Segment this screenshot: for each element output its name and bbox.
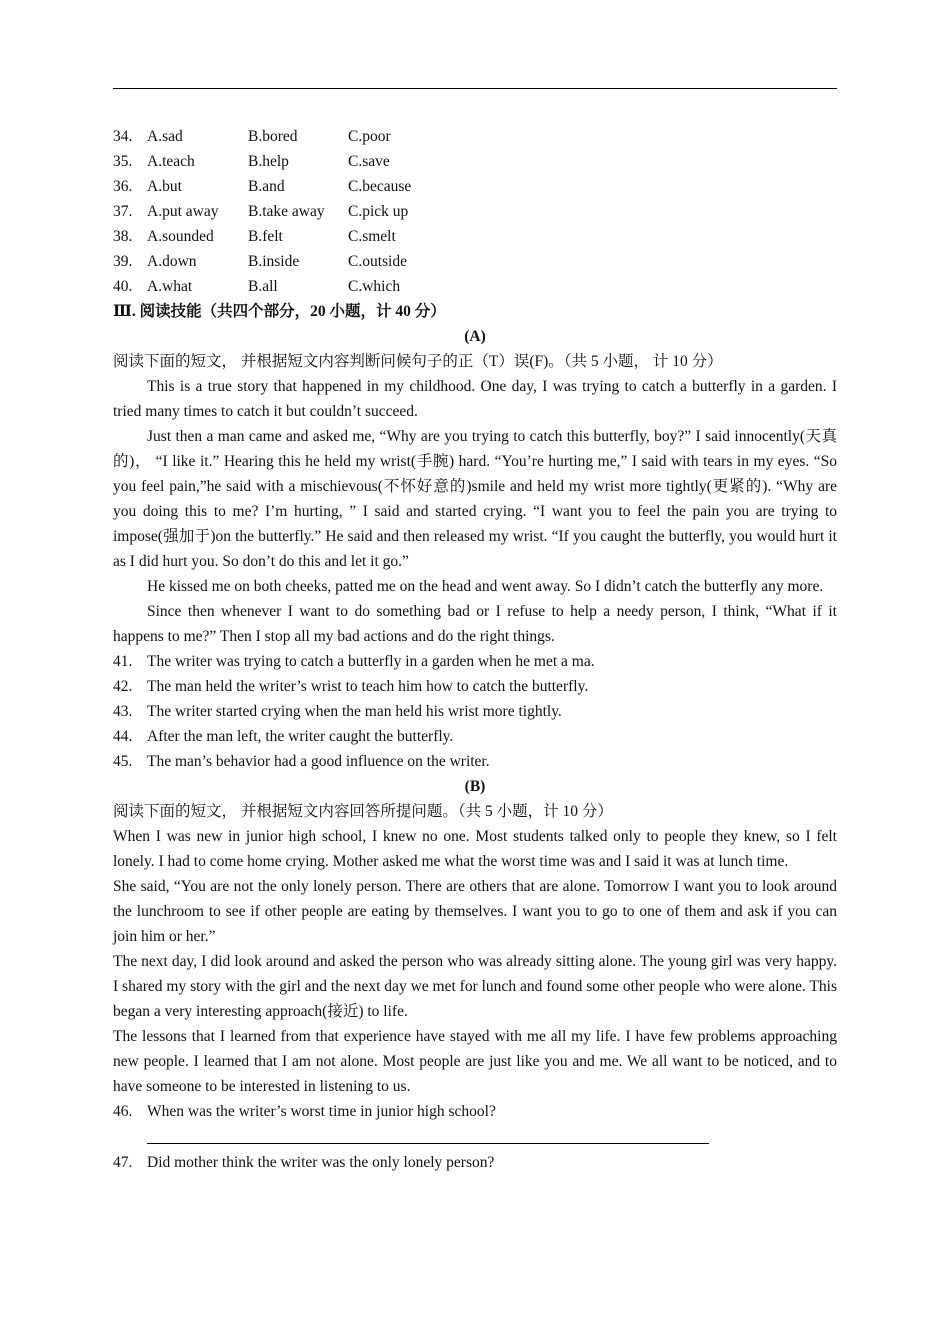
question-text: The man held the writer’s wrist to teach him how to catch the butterfly. bbox=[147, 678, 589, 695]
option-b: B.help bbox=[248, 153, 289, 170]
passage-b-paragraph: The lessons that I learned from that experience have stayed with me all my life. I have few problems approaching new people. I learned that I am not alone. Most people are just like you and me. We all want to be noticed, and to have someone to be interested in listening to us. bbox=[113, 1028, 837, 1095]
question-44 bbox=[113, 724, 837, 749]
question-text: After the man left, the writer caught the butterfly. bbox=[147, 728, 454, 745]
option-row-36 bbox=[113, 174, 837, 199]
option-b: B.bored bbox=[248, 128, 298, 145]
option-a: A.down bbox=[147, 253, 197, 270]
option-row-35 bbox=[113, 149, 837, 174]
option-row-34 bbox=[113, 124, 837, 149]
question-text: The writer started crying when the man held his wrist more tightly. bbox=[147, 703, 562, 720]
question-number: 38. bbox=[113, 228, 133, 245]
question-number: 37. bbox=[113, 203, 133, 220]
section-heading: Ⅲ. 阅读技能（共四个部分，20 小题，计 40 分） bbox=[113, 303, 446, 320]
question-number: 35. bbox=[113, 153, 133, 170]
passage-b-paragraph: When I was new in junior high school, I knew no one. Most students talked only to people they knew, so I felt lonely. I had to come home crying. Mother asked me what the worst time was and I said it was at lunch time. bbox=[113, 828, 837, 870]
option-a: A.sad bbox=[147, 128, 183, 145]
passage-b-paragraph: She said, “You are not the only lonely person. There are others that are alone. Tomorrow I want you to look around the lunchroom to see if other people are eating by themselves. I want you to go to one of them and ask if you can join him or her.” bbox=[113, 878, 837, 945]
option-c: C.because bbox=[348, 178, 412, 195]
question-42 bbox=[113, 674, 837, 699]
option-a: A.but bbox=[147, 178, 182, 195]
option-c: C.smelt bbox=[348, 228, 396, 245]
question-number: 42. bbox=[113, 678, 133, 695]
question-number: 36. bbox=[113, 178, 133, 195]
question-number: 43. bbox=[113, 703, 133, 720]
option-a: A.put away bbox=[147, 203, 219, 220]
option-b: B.take away bbox=[248, 203, 325, 220]
passage-a-paragraph: Just then a man came and asked me, “Why are you trying to catch this butterfly, boy?” I said innocently(天真的)， “I like it.” Hearing this he held my wrist(手腕) hard. “You’re hurting me,” I said with tears in my eyes. “So you feel pain,”he said with a mischievous(不怀好意的)smile and held my wrist more tightly(更紧的). “Why are you doing this to me? I’m hurting, ” I said and started crying. “I want you to feel the pain you are trying to impose(强加于)on the butterfly.” He said and then released my wrist. “If you caught the butterfly, you would hurt it as I did hurt you. So don’t do this and let it go.” bbox=[113, 428, 837, 570]
question-number: 46. bbox=[113, 1103, 133, 1120]
option-c: C.outside bbox=[348, 253, 407, 270]
question-number: 40. bbox=[113, 278, 133, 295]
passage-a-paragraph: This is a true story that happened in my childhood. One day, I was trying to catch a butterfly in a garden. I tried many times to catch it but couldn’t succeed. bbox=[113, 378, 837, 420]
question-number: 45. bbox=[113, 753, 133, 770]
question-text: Did mother think the writer was the only lonely person? bbox=[147, 1154, 495, 1171]
question-text: The writer was trying to catch a butterfly in a garden when he met a ma. bbox=[147, 653, 595, 670]
question-number: 47. bbox=[113, 1154, 133, 1171]
option-row-38 bbox=[113, 224, 837, 249]
option-row-37 bbox=[113, 199, 837, 224]
passage-b-paragraph: The next day, I did look around and asked the person who was already sitting alone. The young girl was very happy. I shared my story with the girl and the next day we met for lunch and found some other people who were alone. This began a very interesting approach(接近) to life. bbox=[113, 953, 837, 1020]
option-row-40 bbox=[113, 274, 837, 299]
question-43 bbox=[113, 699, 837, 724]
option-c: C.save bbox=[348, 153, 390, 170]
question-47 bbox=[113, 1150, 837, 1175]
question-45 bbox=[113, 749, 837, 774]
part-b-label: (B) bbox=[464, 778, 486, 795]
question-46 bbox=[113, 1099, 837, 1124]
option-b: B.felt bbox=[248, 228, 283, 245]
header-rule bbox=[113, 88, 837, 89]
part-a-label: (A) bbox=[464, 328, 486, 345]
option-c: C.pick up bbox=[348, 203, 409, 220]
passage-a-paragraph: Since then whenever I want to do something bad or I refuse to help a needy person, I think, “What if it happens to me?” Then I stop all my bad actions and do the right things. bbox=[113, 603, 837, 645]
part-b-instruction: 阅读下面的短文， 并根据短文内容回答所提问题。（共 5 小题，计 10 分） bbox=[113, 803, 613, 820]
option-b: B.and bbox=[248, 178, 285, 195]
question-number: 41. bbox=[113, 653, 133, 670]
option-a: A.sounded bbox=[147, 228, 214, 245]
option-b: B.all bbox=[248, 278, 278, 295]
options-list bbox=[113, 124, 837, 299]
option-row-39 bbox=[113, 249, 837, 274]
question-number: 34. bbox=[113, 128, 133, 145]
answer-line[interactable] bbox=[147, 1124, 709, 1144]
question-number: 44. bbox=[113, 728, 133, 745]
part-a-instruction: 阅读下面的短文， 并根据短文内容判断问候句子的正（T）误(F)。（共 5 小题， 计 10 分） bbox=[113, 353, 723, 370]
question-text: When was the writer’s worst time in junior high school? bbox=[147, 1103, 496, 1120]
question-number: 39. bbox=[113, 253, 133, 270]
option-c: C.poor bbox=[348, 128, 391, 145]
question-41 bbox=[113, 649, 837, 674]
passage-a-paragraph: He kissed me on both cheeks, patted me on the head and went away. So I didn’t catch the butterfly any more. bbox=[147, 578, 824, 595]
exam-page bbox=[113, 124, 837, 1175]
question-text: The man’s behavior had a good influence on the writer. bbox=[147, 753, 490, 770]
option-c: C.which bbox=[348, 278, 401, 295]
option-b: B.inside bbox=[248, 253, 300, 270]
option-a: A.what bbox=[147, 278, 193, 295]
option-a: A.teach bbox=[147, 153, 195, 170]
